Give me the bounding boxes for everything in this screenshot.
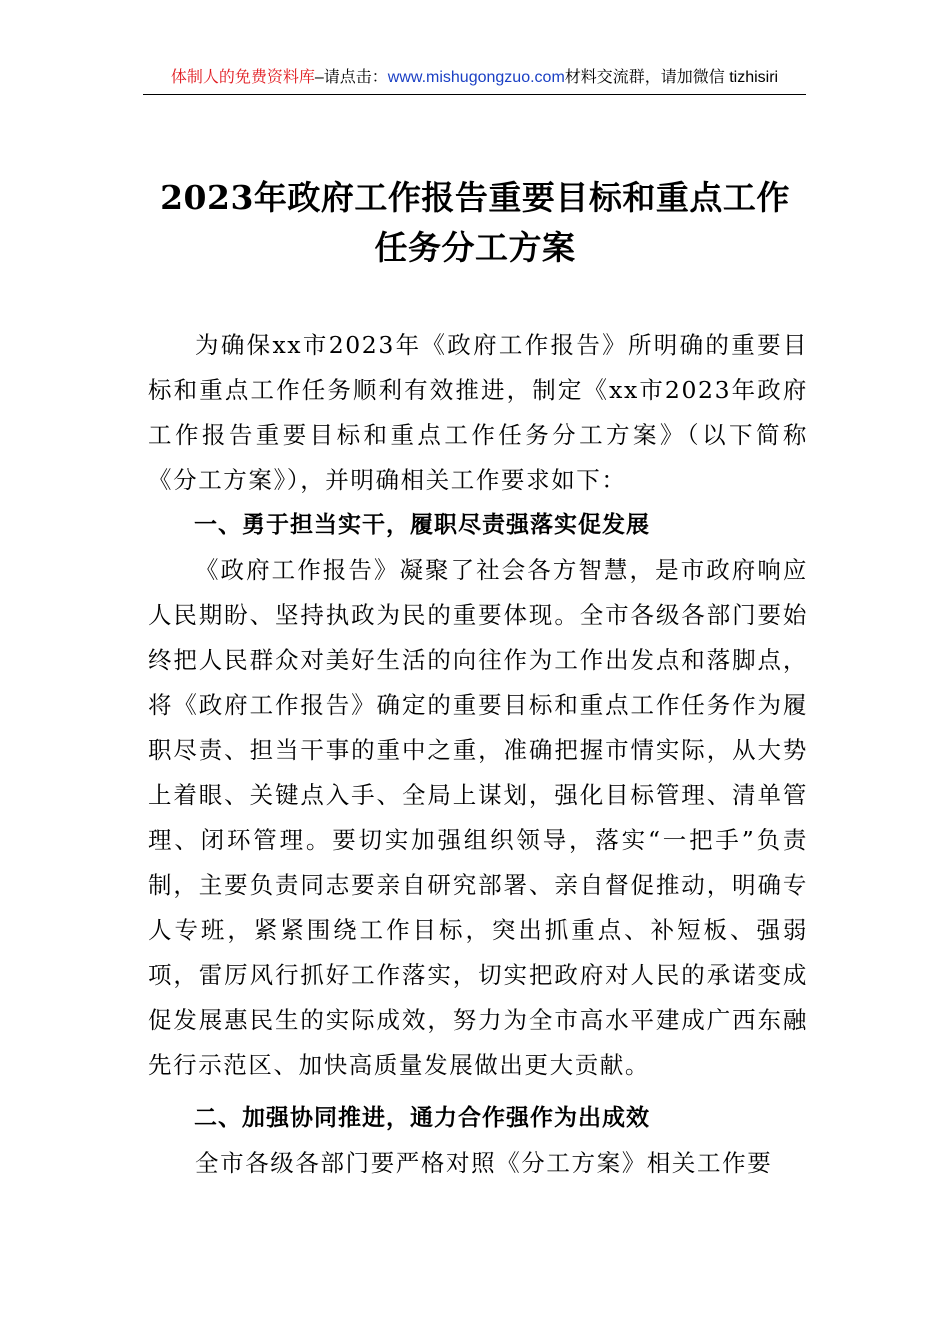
header-prompt: –请点击： (314, 69, 388, 86)
intro-paragraph: 为确保xx市2023年《政府工作报告》所明确的重要目标和重点工作任务顺利有效推进，制定《xx市2023年政府工作报告重要目标和重点工作任务分工方案》（以下简称《分工方案》），并明确相关工作要求如下： (148, 331, 808, 494)
document-body (148, 323, 808, 1186)
section-1-paragraph: 《政府工作报告》凝聚了社会各方智慧，是市政府响应人民期盼、坚持执政为民的重要体现。全市各级各部门要始终把人民群众对美好生活的向往作为工作出发点和落脚点，将《政府工作报告》确定的重要目标和重点工作任务作为履职尽责、担当干事的重中之重，准确把握市情实际，从大势上着眼、关键点入手、全局上谋划，强化目标管理、清单管理、闭环管理。要切实加强组织领导，落实“一把手”负责制，主要负责同志要亲自研究部署、亲自督促推动，明确专人专班，紧紧围绕工作目标，突出抓重点、补短板、强弱项，雷厉风行抓好工作落实，切实把政府对人民的承诺变成促发展惠民生的实际成效，努力为全市高水平建成广西东融先行示范区、加快高质量发展做出更大贡献。 (148, 556, 808, 1079)
document-title-line-2: 任务分工方案 (374, 228, 576, 267)
section-2-paragraph: 全市各级各部门要严格对照《分工方案》相关工作要 (195, 1149, 773, 1177)
page-header (143, 62, 806, 95)
section-1-heading: 一、勇于担当实干，履职尽责强落实促发展 (194, 512, 650, 538)
section-2-heading: 二、加强协同推进，通力合作强作为出成效 (194, 1105, 650, 1131)
header-url-link[interactable]: www.mishugongzuo.com (387, 69, 565, 86)
document-title-line-1: 2023年政府工作报告重要目标和重点工作 (160, 178, 790, 217)
header-site-name: 体制人的免费资料库 (170, 69, 315, 86)
header-contact: 材料交流群，请加微信 tizhisiri (564, 69, 779, 86)
